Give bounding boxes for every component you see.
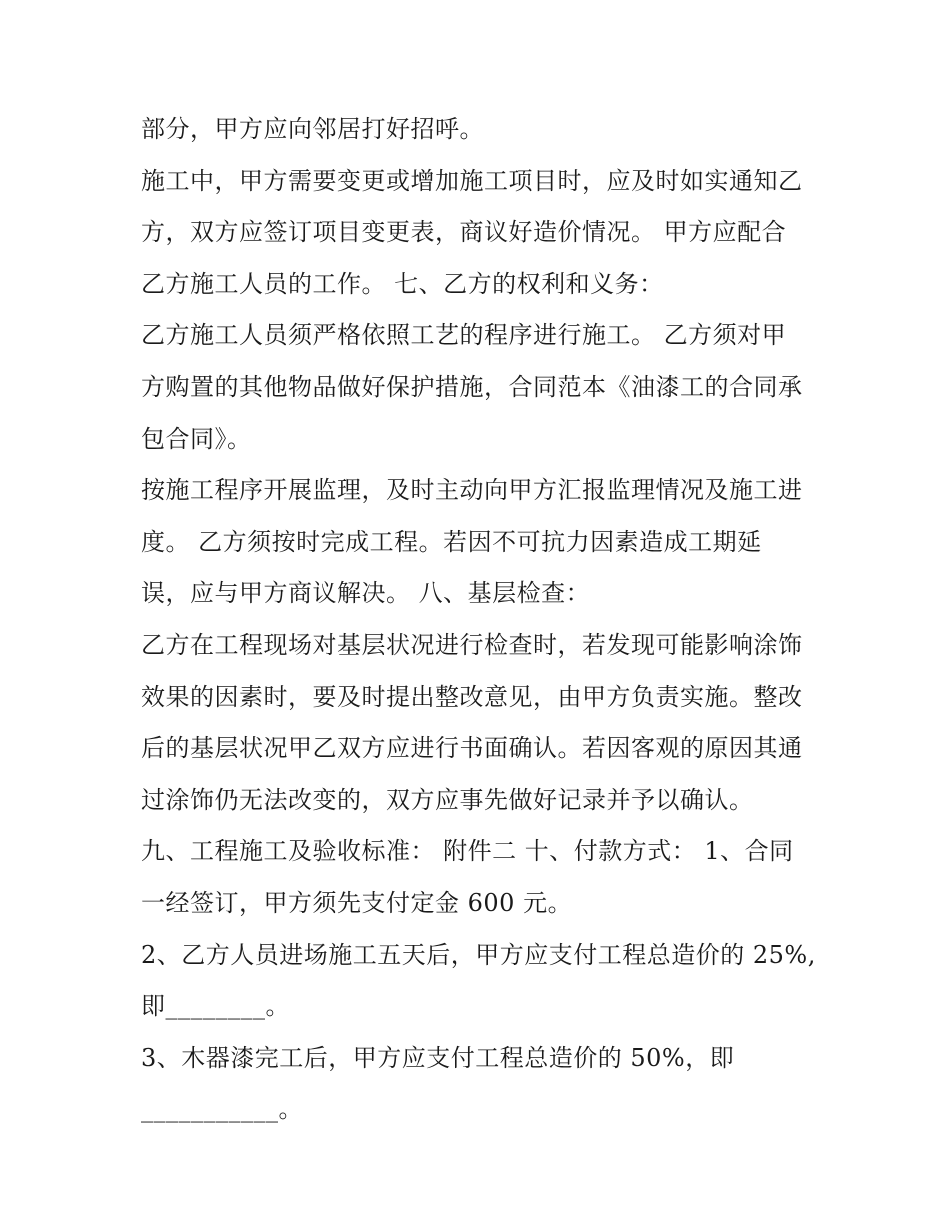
text-line-7: 包合同》。 bbox=[141, 424, 252, 453]
text-line-8: 按施工程序开展监理，及时主动向甲方汇报监理情况及施工进 bbox=[141, 476, 803, 505]
text-line-12: 效果的因素时，要及时提出整改意见，由甲方负责实施。整改 bbox=[141, 682, 803, 711]
text-line-2: 施工中，甲方需要变更或增加施工项目时，应及时如实通知乙 bbox=[141, 166, 803, 195]
text-line-10: 误，应与甲方商议解决。 八、基层检查： bbox=[141, 579, 591, 608]
text-line-19: 3、木器漆完工后，甲方应支付工程总造价的 50%，即 bbox=[141, 1043, 735, 1072]
text-line-13: 后的基层状况甲乙双方应进行书面确认。若因客观的原因其通 bbox=[141, 734, 803, 763]
text-line-3: 方，双方应签订项目变更表，商议好造价情况。 甲方应配合 bbox=[141, 218, 787, 247]
text-line-20: ___________。 bbox=[141, 1095, 303, 1124]
text-line-14: 过涂饰仍无法改变的，双方应事先做好记录并予以确认。 bbox=[141, 785, 754, 814]
text-line-15: 九、工程施工及验收标准： 附件二 十、付款方式： 1、合同 bbox=[141, 837, 794, 866]
text-line-9: 度。 乙方须按时完成工程。若因不可抗力因素造成工期延 bbox=[141, 527, 762, 556]
text-line-5: 乙方施工人员须严格依照工艺的程序进行施工。 乙方须对甲 bbox=[141, 321, 787, 350]
text-line-18: 即________。 bbox=[141, 992, 290, 1021]
text-line-11: 乙方在工程现场对基层状况进行检查时，若发现可能影响涂饰 bbox=[141, 630, 803, 659]
document-body bbox=[141, 104, 821, 1136]
text-line-4: 乙方施工人员的工作。 七、乙方的权利和义务： bbox=[141, 269, 664, 298]
text-line-6: 方购置的其他物品做好保护措施，合同范本《油漆工的合同承 bbox=[141, 372, 803, 401]
text-line-17: 2、乙方人员进场施工五天后，甲方应支付工程总造价的 25%, bbox=[141, 940, 816, 969]
text-line-1: 部分，甲方应向邻居打好招呼。 bbox=[141, 115, 484, 143]
text-line-16: 一经签订，甲方须先支付定金 600 元。 bbox=[141, 888, 573, 917]
